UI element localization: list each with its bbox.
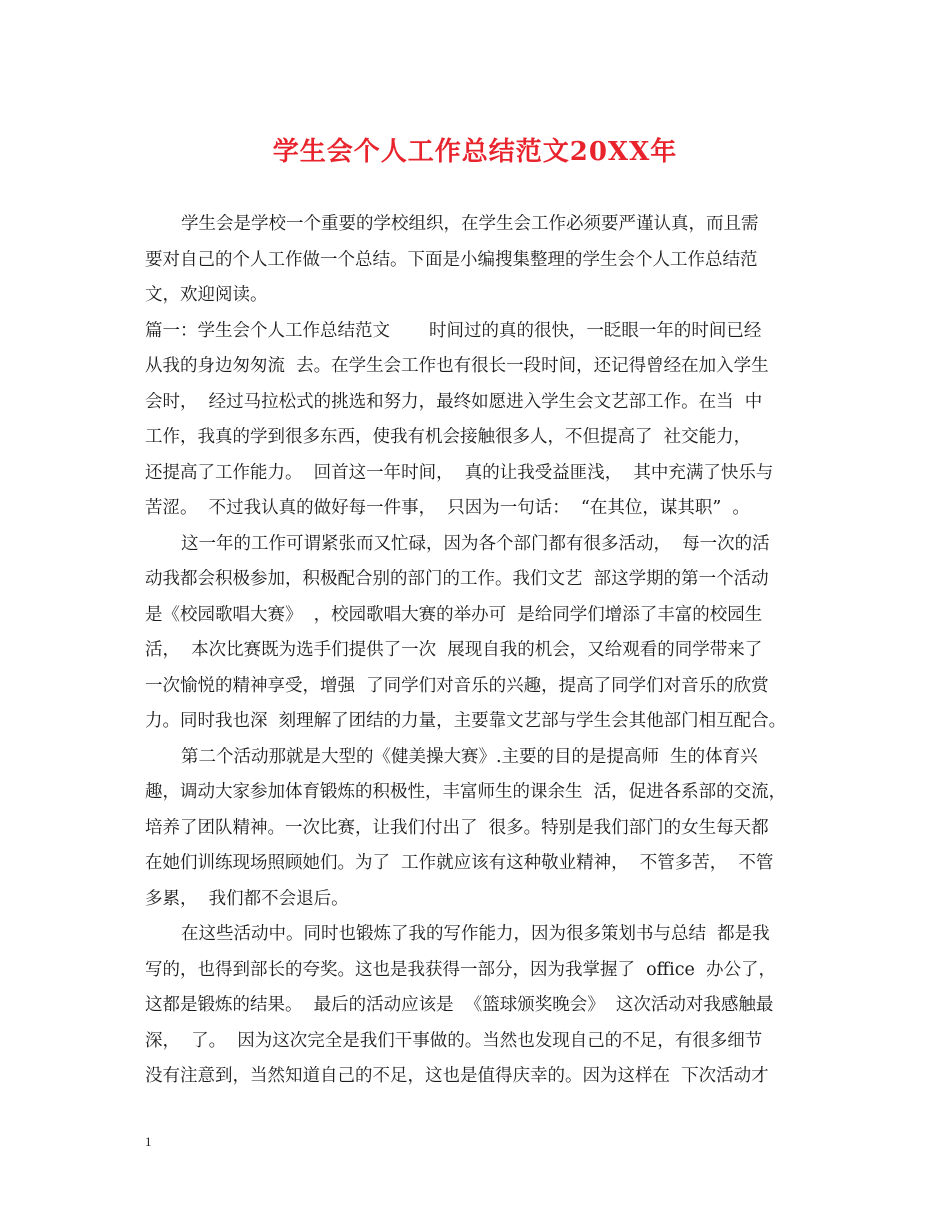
- text-line: 文，欢迎阅读。: [145, 285, 268, 305]
- text-line: 写的，也得到部长的夸奖。这也是我获得一部分，因为我掌握了 office 办公了，: [145, 959, 776, 980]
- text-line: 这一年的工作可谓紧张而又忙碌，因为各个部门都有很多活动， 每一次的活: [181, 533, 770, 554]
- text-line: 第二个活动那就是大型的《健美操大赛》.主要的目的是提高师 生的体育兴: [181, 746, 758, 767]
- text-line: 篇一：学生会个人工作总结范文 时间过的真的很快，一眨眼一年的时间已经: [145, 320, 762, 341]
- text-line: 一次愉悦的精神享受，增强 了同学们对音乐的兴趣，提高了同学们对音乐的欣赏: [145, 675, 769, 696]
- text-line: 从我的身边匆匆流 去。在学生会工作也有很长一段时间，还记得曾经在加入学生: [145, 356, 769, 376]
- text-line: 学生会是学校一个重要的学校组织，在学生会工作必须要严谨认真，而且需: [181, 214, 759, 234]
- text-line: 在她们训练现场照顾她们。为了 工作就应该有这种敬业精神， 不管多苦， 不管: [145, 853, 774, 873]
- document-body: [145, 207, 825, 1095]
- text-line: 动我都会积极参加，积极配合别的部门的工作。我们文艺 部这学期的第一个活动: [145, 569, 769, 589]
- text-line: 力。同时我也深 刻理解了团结的力量，主要靠文艺部与学生会其他部门相互配合。: [145, 711, 787, 731]
- text-line: 趣，调动大家参加体育锻炼的积极性，丰富师生的课余生 活，促进各系部的交流，: [145, 782, 787, 802]
- document-title: 学生会个人工作总结范文20XX年: [272, 137, 678, 167]
- text-line: 会时， 经过马拉松式的挑选和努力，最终如愿进入学生会文艺部工作。在当 中: [145, 391, 763, 412]
- text-line: 是《校园歌唱大赛》 ，校园歌唱大赛的举办可 是给同学们增添了丰富的校园生: [145, 604, 763, 625]
- text-line: 多累， 我们都不会退后。: [145, 888, 349, 909]
- text-line: 要对自己的个人工作做一个总结。下面是小编搜集整理的学生会个人工作总结范: [145, 249, 758, 270]
- text-line: 还提高了工作能力。 回首这一年时间， 真的让我受益匪浅， 其中充满了快乐与: [145, 462, 774, 483]
- text-line: 没有注意到，当然知道自己的不足，这也是值得庆幸的。因为这样在 下次活动才: [145, 1066, 769, 1086]
- text-line: 这都是锻炼的结果。 最后的活动应该是 《篮球颁奖晚会》 这次活动对我感触最: [145, 995, 774, 1015]
- page-number: 1: [145, 1134, 152, 1149]
- text-line: 苦涩。 不过我认真的做好每一件事， 只因为一句话： “在其位，谋其职” 。: [145, 498, 750, 518]
- text-line: 培养了团队精神。一次比赛，让我们付出了 很多。特别是我们部门的女生每天都: [145, 817, 769, 838]
- text-line: 深， 了。 因为这次完全是我们干事做的。当然也发现自己的不足，有很多细节: [145, 1030, 763, 1051]
- text-line: 工作，我真的学到很多东西，使我有机会接触很多人，不但提高了 社交能力，: [145, 427, 752, 447]
- text-line: 活， 本次比赛既为选手们提供了一次 展现自我的机会，又给观看的同学带来了: [145, 640, 763, 660]
- text-line: 在这些活动中。同时也锻炼了我的写作能力，因为很多策划书与总结 都是我: [181, 924, 770, 944]
